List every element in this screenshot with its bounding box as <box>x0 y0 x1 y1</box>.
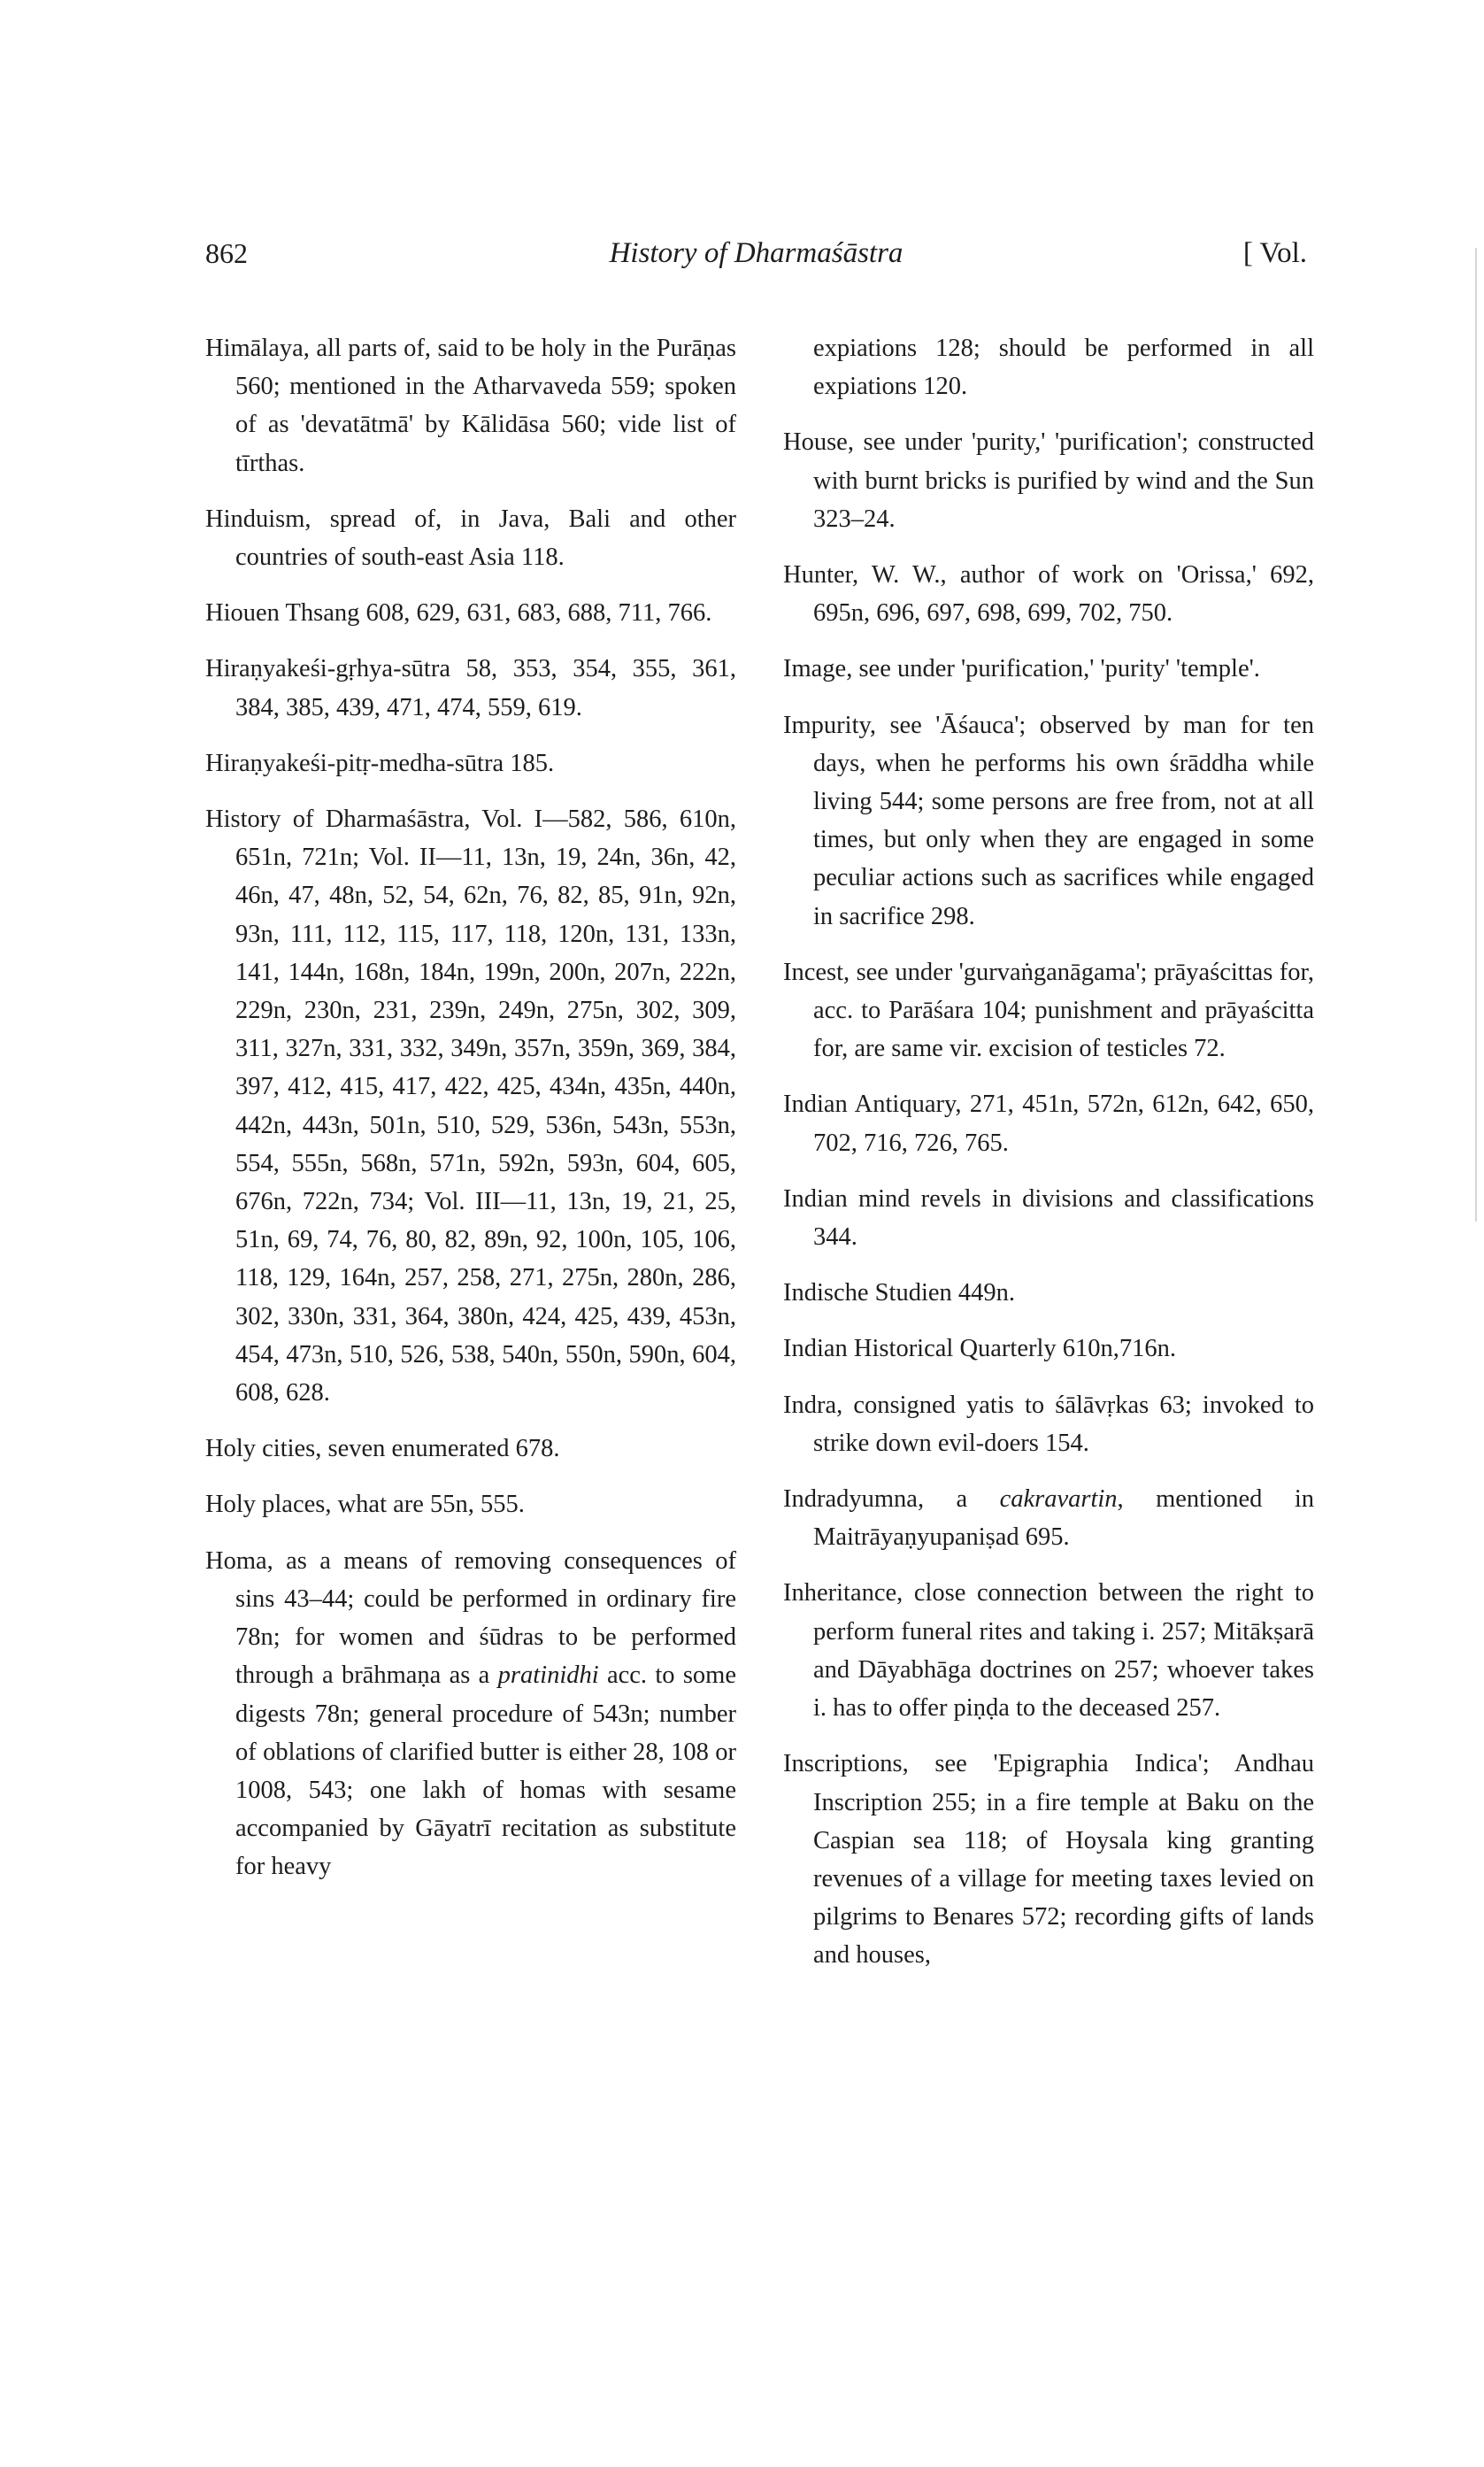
index-entry-indian-historical-quarterly: Indian Historical Quarterly 610n,716n. <box>783 1335 1177 1363</box>
index-entry-inheritance: Inheritance, close connection between the right to perform funeral rites and taking i. 257; Mitākṣarā and Dāyabhāga doctrines on 257; whoever takes i. has to offer piṇḍa to the deceased 257. <box>783 1579 1314 1723</box>
italic-term: cakravartin <box>999 1485 1118 1514</box>
italic-term: pratinidhi <box>497 1661 599 1690</box>
index-entry-impurity: Impurity, see 'Āśauca'; observed by man for ten days, when he performs his own śrāddha while living 544; some persons are free from, not at all times, but only when they are engaged in some peculiar actions such as sacrifices while engaged in sacrifice 298. <box>783 711 1314 930</box>
index-entry-indische-studien: Indische Studien 449n. <box>783 1279 1016 1307</box>
index-entry-incest: Incest, see under 'gurvaṅganāgama'; prāyaścittas for, acc. to Parāśara 104; punishment and prāyaścitta for, are same vir. excision of testicles 72. <box>783 958 1314 1063</box>
index-entry-indian-antiquary: Indian Antiquary, 271, 451n, 572n, 612n, 642, 650, 702, 716, 726, 765. <box>783 1091 1314 1157</box>
index-entry-continuation: expiations 128; should be performed in all expiations 120. <box>813 335 1314 401</box>
page-number: 862 <box>205 237 248 269</box>
index-entry-inscriptions: Inscriptions, see 'Epigraphia Indica'; Andhau Inscription 255; in a fire temple at Baku on the Caspian sea 118; of Hoysala king granting revenues of a village for meeting taxes levied on pilgrims to Benares 572; recording gifts of lands and houses, <box>783 1750 1314 1970</box>
index-entry-holy-places: Holy places, what are 55n, 555. <box>205 1491 525 1519</box>
index-entry-indian-mind: Indian mind revels in divisions and classifications 344. <box>783 1184 1314 1252</box>
index-entry-hiouen-thsang: Hiouen Thsang 608, 629, 631, 683, 688, 711, 766. <box>205 599 712 628</box>
index-entry-holy-cities: Holy cities, seven enumerated 678. <box>205 1435 560 1463</box>
page-edge-shadow <box>1475 248 1477 1222</box>
index-entry-hunter: Hunter, W. W., author of work on 'Orissa,' 692, 695n, 696, 697, 698, 699, 702, 750. <box>783 561 1314 628</box>
volume-label: [ Vol. <box>1242 237 1307 269</box>
running-title: History of Dharmaśāstra <box>609 237 903 269</box>
left-column <box>205 329 736 1904</box>
index-entry-indradyumna: Indradyumna, a cakravartin, mentioned in Maitrāyaṇyupaniṣad 695. <box>783 1485 1314 1552</box>
index-entry-hiranyakesi-pitr: Hiraṇyakeśi-pitṛ-medha-sūtra 185. <box>205 749 555 777</box>
right-column <box>783 329 1314 1993</box>
index-entry-indra: Indra, consigned yatis to śālāvṛkas 63; invoked to strike down evil-doers 154. <box>783 1391 1314 1457</box>
index-entry-hiranyakesi-grhya: Hiraṇyakeśi-gṛhya-sūtra 58, 353, 354, 355, 361, 384, 385, 439, 471, 474, 559, 619. <box>205 655 736 721</box>
index-entry-house: House, see under 'purity,' 'purification'; constructed with burnt bricks is purified by wind and the Sun 323–24. <box>783 428 1314 533</box>
index-entry-himalaya: Himālaya, all parts of, said to be holy in the Purāṇas 560; mentioned in the Atharvaveda 559; spoken of as 'devatātmā' by Kālidāsa 560; vide list of tīrthas. <box>205 335 736 477</box>
index-entry-homa: Homa, as a means of removing consequences of sins 43–44; could be performed in ordinary fire 78n; for women and śūdras to be performed through a brāhmaṇa as a pratinidhi acc. to some digests 78n; general procedure of 543n; number of oblations of clarified butter is either 28, 108 or 1008, 543; one lakh of homas with sesame accompanied by Gāyatrī recitation as substitute for heavy <box>205 1546 737 1881</box>
index-entry-history-of-dharmasastra: History of Dharmaśāstra, Vol. I—582, 586, 610n, 651n, 721n; Vol. II—11, 13n, 19, 24n, 36n, 42, 46n, 47, 48n, 52, 54, 62n, 76, 82, 85, 91n, 92n, 93n, 111, 112, 115, 117, 118, 120n, 131, 133n, 141, 144n, 168n, 184n, 199n, 200n, 207n, 222n, 229n, 230n, 231, 239n, 249n, 275n, 302, 309, 311, 327n, 331, 332, 349n, 357n, 359n, 369, 384, 397, 412, 415, 417, 422, 425, 434n, 435n, 440n, 442n, 443n, 501n, 510, 529, 536n, 543n, 553n, 554, 555n, 568n, 571n, 592n, 593n, 604, 605, 676n, 722n, 734; Vol. III—11, 13n, 19, 21, 25, 51n, 69, 74, 76, 80, 82, 89n, 92, 100n, 105, 106, 118, 129, 164n, 257, 258, 271, 275n, 280n, 286, 302, 330n, 331, 364, 380n, 424, 425, 439, 453n, 454, 473n, 510, 526, 538, 540n, 550n, 590n, 604, 608, 628. <box>205 806 736 1407</box>
index-entry-hinduism: Hinduism, spread of, in Java, Bali and other countries of south-east Asia 118. <box>205 505 736 572</box>
index-entry-image: Image, see under 'purification,' 'purity' 'temple'. <box>783 655 1260 683</box>
running-header <box>205 237 1307 290</box>
